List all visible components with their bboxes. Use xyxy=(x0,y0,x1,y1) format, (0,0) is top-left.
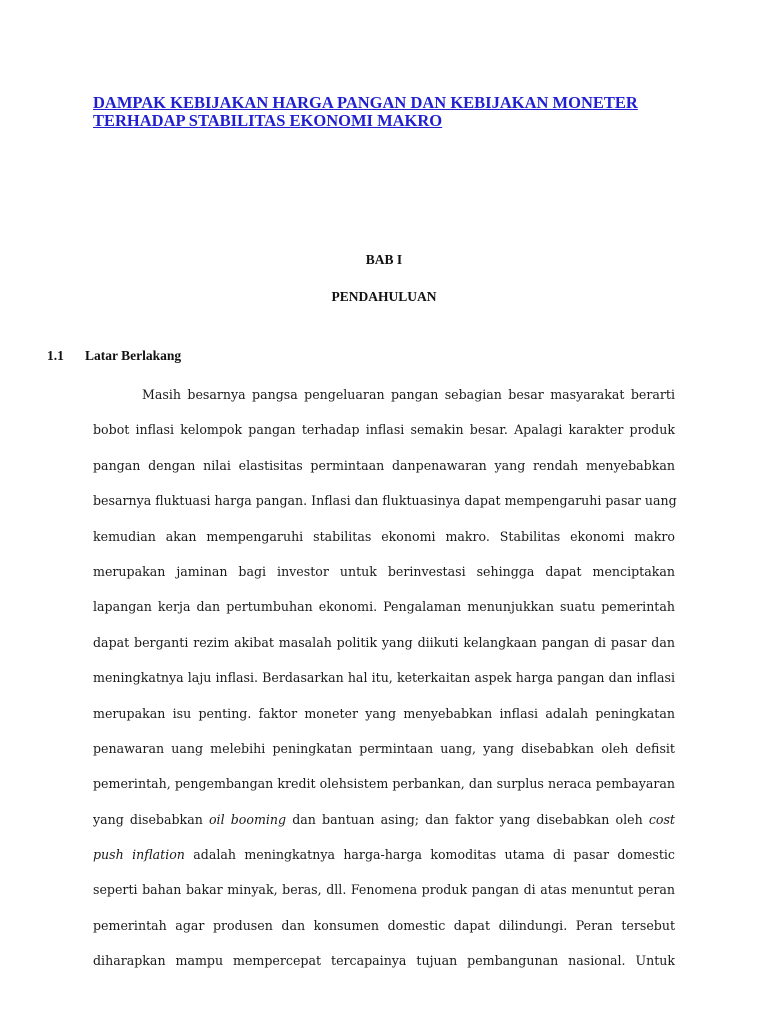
line-text: adalah meningkatnya harga-harga komoditas utama di pasar domestic xyxy=(184,847,675,863)
italic-term: push inflation xyxy=(93,847,185,863)
body-line: pangan dengan nilai elastisitas permintaan danpenawaran yang rendah menyebabkan xyxy=(93,457,675,473)
section-title: Latar Berlakang xyxy=(85,348,182,363)
body-line: merupakan isu penting. faktor moneter yang menyebabkan inflasi adalah peningkatan xyxy=(93,705,675,721)
body-paragraph xyxy=(93,377,675,979)
line-text: dan bantuan asing; dan faktor yang disebabkan oleh xyxy=(286,811,649,827)
body-line: diharapkan mampu mempercepat tercapainya tujuan pembangunan nasional. Untuk xyxy=(93,953,675,969)
title-line-1[interactable]: DAMPAK KEBIJAKAN HARGA PANGAN DAN KEBIJAKAN MONETER xyxy=(93,93,638,112)
title-line-2[interactable]: TERHADAP STABILITAS EKONOMI MAKRO xyxy=(93,111,443,130)
italic-term: cost xyxy=(648,811,675,827)
body-line: bobot inflasi kelompok pangan terhadap inflasi semakin besar. Apalagi karakter produk xyxy=(93,422,675,438)
body-line: merupakan jaminan bagi investor untuk berinvestasi sehingga dapat menciptakan xyxy=(93,563,675,579)
body-line xyxy=(93,837,675,872)
document-title[interactable] xyxy=(93,94,733,130)
body-line: penawaran uang melebihi peningkatan permintaan uang, yang disebabkan oleh defisit xyxy=(93,740,675,756)
chapter-heading: BAB I xyxy=(365,252,403,267)
chapter-title: PENDAHULUAN xyxy=(331,289,437,304)
body-line: kemudian akan mempengaruhi stabilitas ekonomi makro. Stabilitas ekonomi makro xyxy=(93,528,675,544)
body-line: lapangan kerja dan pertumbuhan ekonomi. Pengalaman menunjukkan suatu pemerintah xyxy=(93,599,675,615)
body-line: seperti bahan bakar minyak, beras, dll. Fenomena produk pangan di atas menuntut peran xyxy=(93,882,675,898)
line-text: yang disebabkan xyxy=(93,811,209,827)
body-line: pemerintah agar produsen dan konsumen domestic dapat dilindungi. Peran tersebut xyxy=(93,917,675,933)
section-heading xyxy=(47,348,181,364)
italic-term: oil booming xyxy=(208,811,287,827)
body-line: pemerintah, pengembangan kredit olehsistem perbankan, dan surplus neraca pembayaran xyxy=(93,776,675,792)
body-line: Masih besarnya pangsa pengeluaran pangan sebagian besar masyarakat berarti xyxy=(142,387,675,402)
body-line: besarnya fluktuasi harga pangan. Inflasi dan fluktuasinya dapat mempengaruhi pasar uang xyxy=(93,493,677,509)
body-line: dapat berganti rezim akibat masalah politik yang diikuti kelangkaan pangan di pasar dan xyxy=(93,634,675,650)
body-line xyxy=(93,802,675,837)
body-line: meningkatnya laju inflasi. Berdasarkan hal itu, keterkaitan aspek harga pangan dan inflasi xyxy=(93,670,675,686)
section-number: 1.1 xyxy=(47,348,64,363)
